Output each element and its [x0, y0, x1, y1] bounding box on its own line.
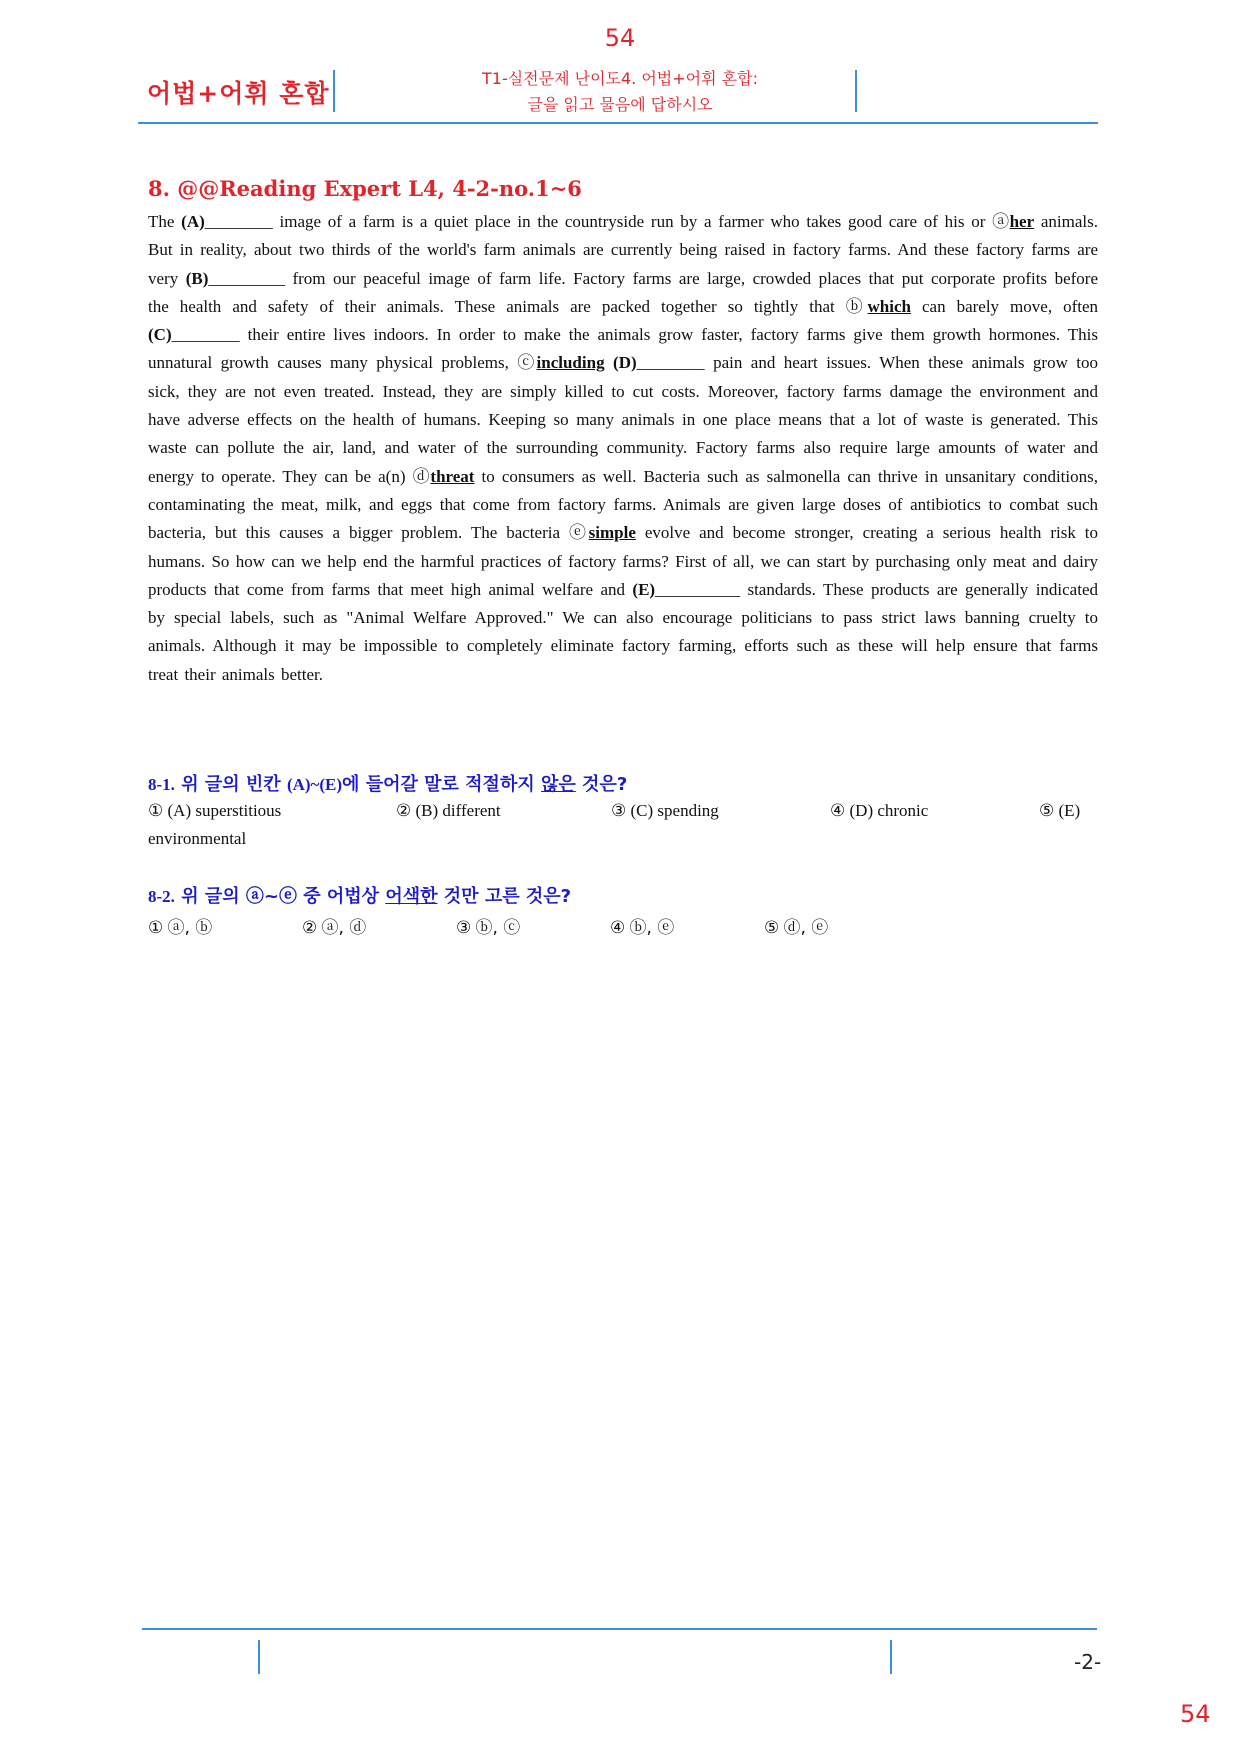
option-5[interactable]: ⑤ ⓓ, ⓔ: [764, 918, 829, 938]
underlined-word-d: threat: [430, 466, 475, 486]
question-title: 8. @@Reading Expert L4, 4-2-no.1~6: [148, 176, 582, 201]
option-1[interactable]: ① (A) superstitious: [148, 801, 282, 821]
underlined-word-b: which: [867, 296, 911, 316]
underlined-word-c: including: [536, 353, 605, 373]
underlined-word-e: simple: [588, 523, 636, 543]
option-2[interactable]: ② ⓐ, ⓓ: [302, 918, 367, 938]
option-2[interactable]: ② (B) different: [396, 801, 501, 821]
header-divider-left: [333, 70, 335, 112]
reading-passage: The (A)________ image of a farm is a quiet place in the countryside run by a farmer who takes good care of his or ⓐher animals. But in reality, about two thirds of the world's farm animals are currently being raised in factory farms. And these factory farms are very (B)_________ from our peaceful image of farm life. Factory farms are large, crowded places that put corporate profits before the health and safety of their animals. These animals are packed together so tightly that ⓑwhich can barely move, often (C)________ their entire lives indoors. In order to make the animals grow faster, factory farms give them growth hormones. This unnatural growth causes many physical problems, ⓒincluding (D)________ pain and heart issues. When these animals grow too sick, they are not even treated. Instead, they are simply killed to cut costs. Moreover, factory farms damage the environment and have adverse effects on the health of humans. Keeping so many animals in one place means that a lot of waste is generated. This waste can pollute the air, land, and water of the surrounding community. Factory farms also require large amounts of water and energy to operate. They can be a(n) ⓓthreat to consumers as well. Bacteria such as salmonella can thrive in unsanitary conditions, contaminating the meat, milk, and eggs that come from factory farms. Animals are given large doses of antibiotics to combat such bacteria, but this causes a bigger problem. The bacteria ⓔsimple evolve and become stronger, creating a serious health risk to humans. So how can we help end the harmful practices of factory farms? First of all, we can start by purchasing only meat and dairy products that come from farms that meet high animal welfare and (E)__________ standards. These products are generally indicated by special labels, such as "Animal Welfare Approved." We can also encourage politicians to pass strict laws banning cruelty to animals. Although it may be impossible to completely eliminate factory farming, efforts such as these will help ensure that farms treat their animals better.: [148, 212, 1099, 684]
option-5-continued: environmental: [148, 829, 247, 848]
header-rule: [138, 122, 1098, 124]
option-5[interactable]: ⑤ (E): [1039, 801, 1081, 821]
footer-divider-right: [890, 1640, 892, 1674]
page-number-top: 54: [604, 24, 636, 52]
page-number-corner: 54: [1180, 1700, 1211, 1728]
sub-question-1: 8-1. 위 글의 빈칸 (A)~(E)에 들어갈 말로 적절하지 않은 것은?: [148, 774, 628, 795]
header-divider-right: [855, 70, 857, 112]
footer-rule: [142, 1628, 1097, 1630]
underlined-word-a: her: [1009, 212, 1035, 231]
option-3[interactable]: ③ ⓑ, ⓒ: [456, 918, 521, 938]
option-4[interactable]: ④ (D) chronic: [830, 801, 929, 821]
header-line-2: 글을 읽고 물음에 답하시오: [527, 95, 713, 114]
option-4[interactable]: ④ ⓑ, ⓔ: [610, 918, 675, 938]
footer-page-label: -2-: [1074, 1650, 1102, 1674]
header-line-1: T1-실전문제 난이도4. 어법+어휘 혼합:: [482, 69, 758, 88]
sub-question-2: 8-2. 위 글의 ⓐ~ⓔ 중 어법상 어색한 것만 고른 것은?: [148, 886, 572, 907]
section-title: 어법+어휘 혼합: [147, 79, 330, 108]
option-3[interactable]: ③ (C) spending: [611, 801, 719, 821]
option-1[interactable]: ① ⓐ, ⓑ: [148, 918, 213, 938]
footer-divider-left: [258, 1640, 260, 1674]
header-instructions: [420, 66, 820, 118]
